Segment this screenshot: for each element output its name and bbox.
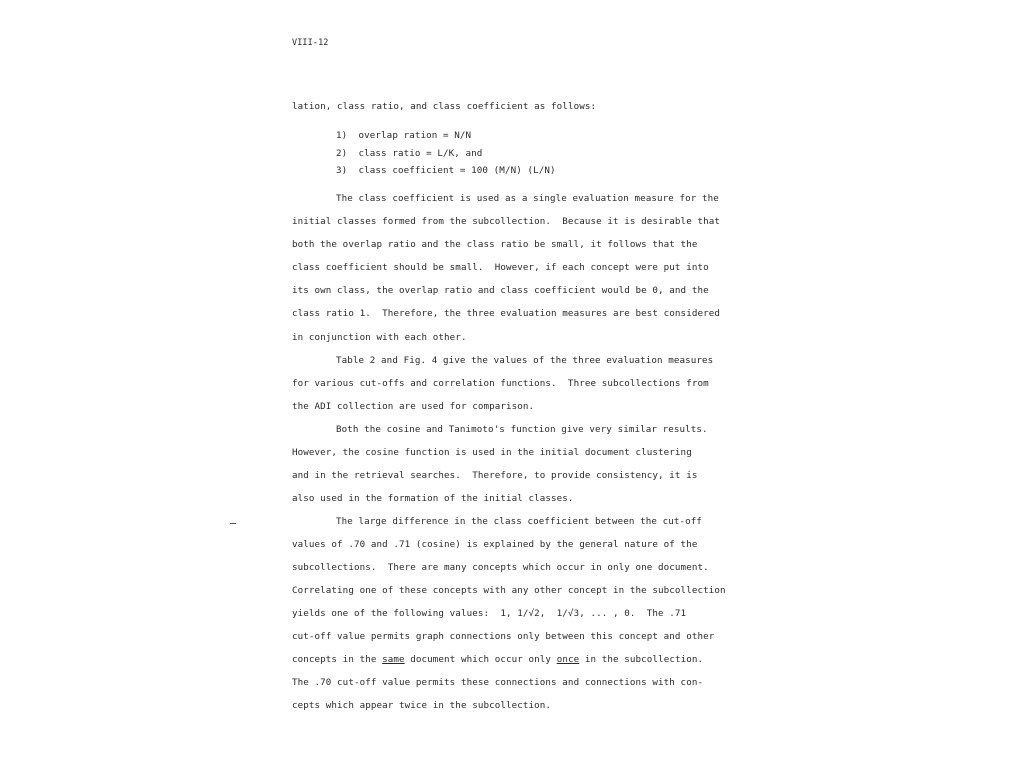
text-line: subcollections. There are many concepts which occur in only one document. [292, 562, 709, 573]
text-line [292, 654, 703, 665]
page-number: VIII-12 [292, 38, 329, 48]
text-line: for various cut-offs and correlation functions. Three subcollections from [292, 378, 709, 389]
list-item: 3) class coefficient = 100 (M/N) (L/N) [336, 165, 556, 176]
text-line: The large difference in the class coefficient between the cut-off [336, 516, 703, 527]
text-line: Table 2 and Fig. 4 give the values of the three evaluation measures [336, 355, 714, 366]
text-line: The class coefficient is used as a single evaluation measure for the [336, 193, 719, 204]
text-line: The .70 cut-off value permits these connections and connections with con- [292, 677, 704, 688]
text-line: Correlating one of these concepts with any other concept in the subcollection [292, 585, 726, 596]
emphasis-same: same [382, 654, 405, 665]
text-line: lation, class ratio, and class coefficient as follows: [292, 101, 597, 112]
text-line: values of .70 and .71 (cosine) is explained by the general nature of the [292, 539, 698, 550]
text-segment: document which occur only [404, 654, 557, 665]
text-segment: concepts in the [292, 654, 383, 665]
text-line: Both the cosine and Tanimoto's function give very similar results. [336, 424, 708, 435]
text-line: its own class, the overlap ratio and class coefficient would be 0, and the [292, 285, 709, 296]
text-line: class ratio 1. Therefore, the three evaluation measures are best considered [292, 308, 720, 319]
text-line: and in the retrieval searches. Therefore, to provide consistency, it is [292, 470, 698, 481]
list-item: 2) class ratio = L/K, and [336, 148, 483, 159]
emphasis-once: once [556, 654, 580, 665]
text-line: cepts which appear twice in the subcollection. [292, 700, 552, 711]
text-segment: in the subcollection. [579, 654, 704, 665]
text-line: However, the cosine function is used in the initial document clustering [292, 447, 692, 458]
text-line: also used in the formation of the initial classes. [292, 493, 574, 504]
text-line: in conjunction with each other. [292, 332, 467, 343]
text-line: yields one of the following values: 1, 1/√2, 1/√3, ... , 0. The .71 [292, 608, 687, 619]
margin-mark [230, 523, 236, 524]
text-line: class coefficient should be small. However, if each concept were put into [292, 262, 709, 273]
text-line: cut-off value permits graph connections only between this concept and other [292, 631, 715, 642]
list-item: 1) overlap ration = N/N [336, 130, 472, 141]
text-line: both the overlap ratio and the class ratio be small, it follows that the [292, 239, 698, 250]
text-line: initial classes formed from the subcollection. Because it is desirable that [292, 216, 720, 227]
text-line: the ADI collection are used for comparison. [292, 401, 535, 412]
